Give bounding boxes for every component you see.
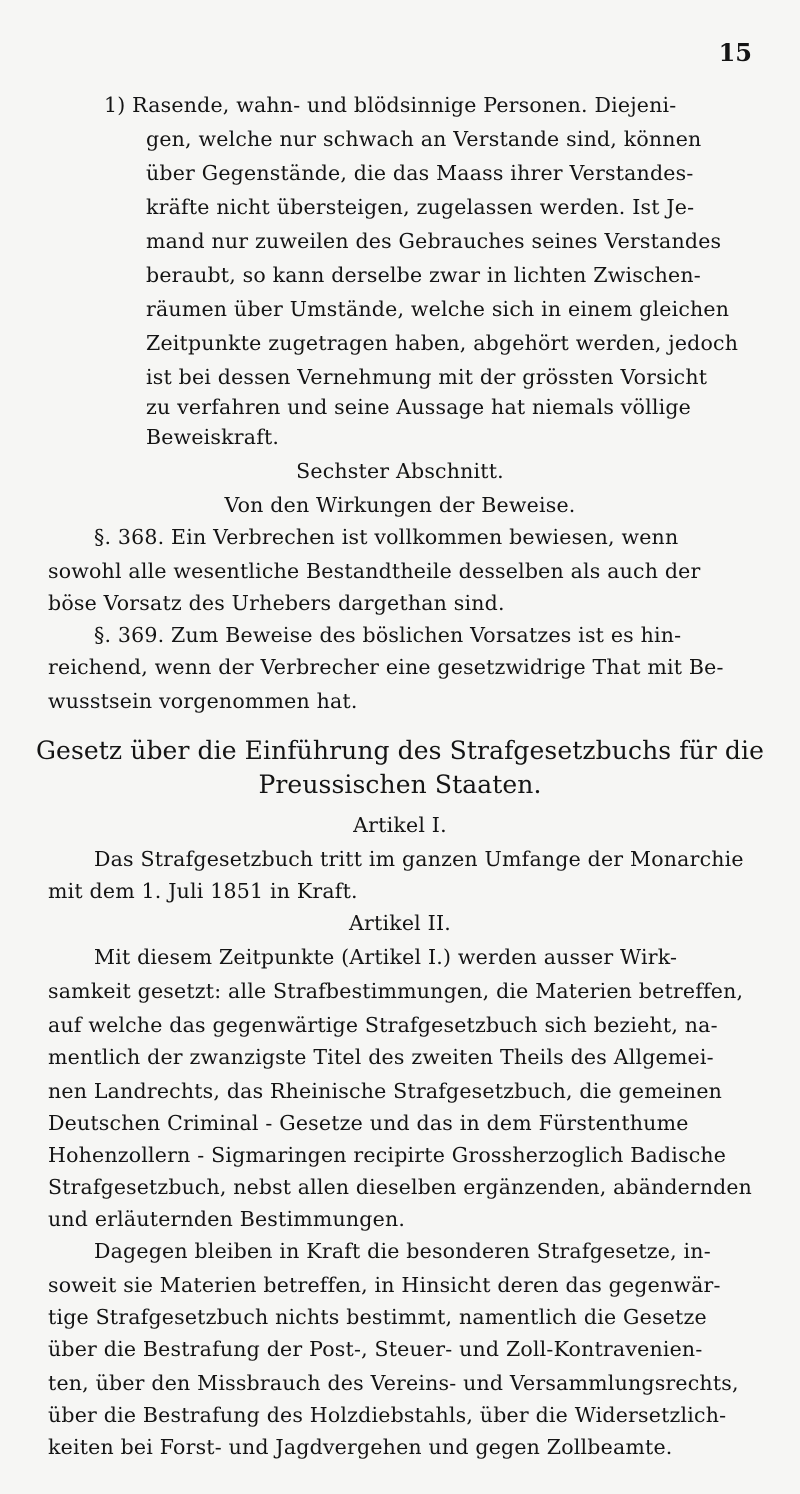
text-line: über die Bestrafung der Post-, Steuer- und Zoll-Kontravenien- bbox=[48, 1337, 703, 1361]
artikel-1-heading: Artikel I. bbox=[353, 813, 447, 837]
text-line: beraubt, so kann derselbe zwar in lichten Zwischen- bbox=[146, 263, 701, 287]
text-line: §. 368. Ein Verbrechen ist vollkommen bewiesen, wenn bbox=[94, 525, 679, 549]
text-line: zu verfahren und seine Aussage hat niemals völlige bbox=[146, 395, 692, 419]
text-line: tige Strafgesetzbuch nichts bestimmt, namentlich die Gesetze bbox=[48, 1305, 707, 1329]
text-line: über die Bestrafung des Holzdiebstahls, über die Widersetzlich- bbox=[48, 1403, 727, 1427]
text-line: wusstsein vorgenommen hat. bbox=[48, 689, 358, 713]
text-line: mand nur zuweilen des Gebrauches seines Verstandes bbox=[146, 229, 722, 253]
text-line: Dagegen bleiben in Kraft die besonderen Strafgesetze, in- bbox=[94, 1239, 711, 1263]
text-line: samkeit gesetzt: alle Strafbestimmungen, die Materien betreffen, bbox=[48, 979, 744, 1003]
text-line: Zeitpunkte zugetragen haben, abgehört werden, jedoch bbox=[146, 331, 739, 355]
text-line: kräfte nicht übersteigen, zugelassen werden. Ist Je- bbox=[146, 195, 695, 219]
text-line: Hohenzollern - Sigmaringen recipirte Grossherzoglich Badische bbox=[48, 1143, 727, 1167]
section-subheading: Von den Wirkungen der Beweise. bbox=[224, 493, 576, 517]
law-title-line-2: Preussischen Staaten. bbox=[258, 770, 542, 799]
text-line: Beweiskraft. bbox=[146, 425, 280, 449]
text-line: soweit sie Materien betreffen, in Hinsicht deren das gegenwär- bbox=[48, 1273, 721, 1297]
text-line: mentlich der zwanzigste Titel des zweiten Theils des Allgemei- bbox=[48, 1045, 714, 1069]
text-line: ist bei dessen Vernehmung mit der grössten Vorsicht bbox=[146, 365, 708, 389]
text-line: auf welche das gegenwärtige Strafgesetzbuch sich bezieht, na- bbox=[48, 1013, 718, 1037]
page-number: 15 bbox=[718, 38, 752, 67]
text-line: mit dem 1. Juli 1851 in Kraft. bbox=[48, 879, 358, 903]
text-line: böse Vorsatz des Urhebers dargethan sind. bbox=[48, 591, 505, 615]
text-line: räumen über Umstände, welche sich in einem gleichen bbox=[146, 297, 730, 321]
text-line: Strafgesetzbuch, nebst allen dieselben ergänzenden, abändernden bbox=[48, 1175, 753, 1199]
text-line: ten, über den Missbrauch des Vereins- und Versammlungsrechts, bbox=[48, 1371, 739, 1395]
text-line: Deutschen Criminal - Gesetze und das in dem Fürstenthume bbox=[48, 1111, 689, 1135]
text-line: reichend, wenn der Verbrecher eine gesetzwidrige That mit Be- bbox=[48, 655, 724, 679]
law-title-line-1: Gesetz über die Einführung des Strafgesetzbuchs für die bbox=[35, 736, 765, 765]
artikel-2-heading: Artikel II. bbox=[349, 911, 451, 935]
text-line: Mit diesem Zeitpunkte (Artikel I.) werden ausser Wirk- bbox=[94, 945, 678, 969]
text-line: gen, welche nur schwach an Verstande sind, können bbox=[146, 127, 702, 151]
text-line: sowohl alle wesentliche Bestandtheile desselben als auch der bbox=[48, 559, 701, 583]
text-line: §. 369. Zum Beweise des böslichen Vorsatzes ist es hin- bbox=[94, 623, 682, 647]
section-heading: Sechster Abschnitt. bbox=[296, 459, 504, 483]
text-line: und erläuternden Bestimmungen. bbox=[48, 1207, 406, 1231]
text-line: über Gegenstände, die das Maass ihrer Verstandes- bbox=[146, 161, 694, 185]
text-line: Das Strafgesetzbuch tritt im ganzen Umfange der Monarchie bbox=[94, 847, 744, 871]
text-line: keiten bei Forst- und Jagdvergehen und gegen Zollbeamte. bbox=[48, 1435, 673, 1459]
text-line: 1) Rasende, wahn- und blödsinnige Personen. Diejeni- bbox=[104, 93, 677, 117]
text-line: nen Landrechts, das Rheinische Strafgesetzbuch, die gemeinen bbox=[48, 1079, 723, 1103]
